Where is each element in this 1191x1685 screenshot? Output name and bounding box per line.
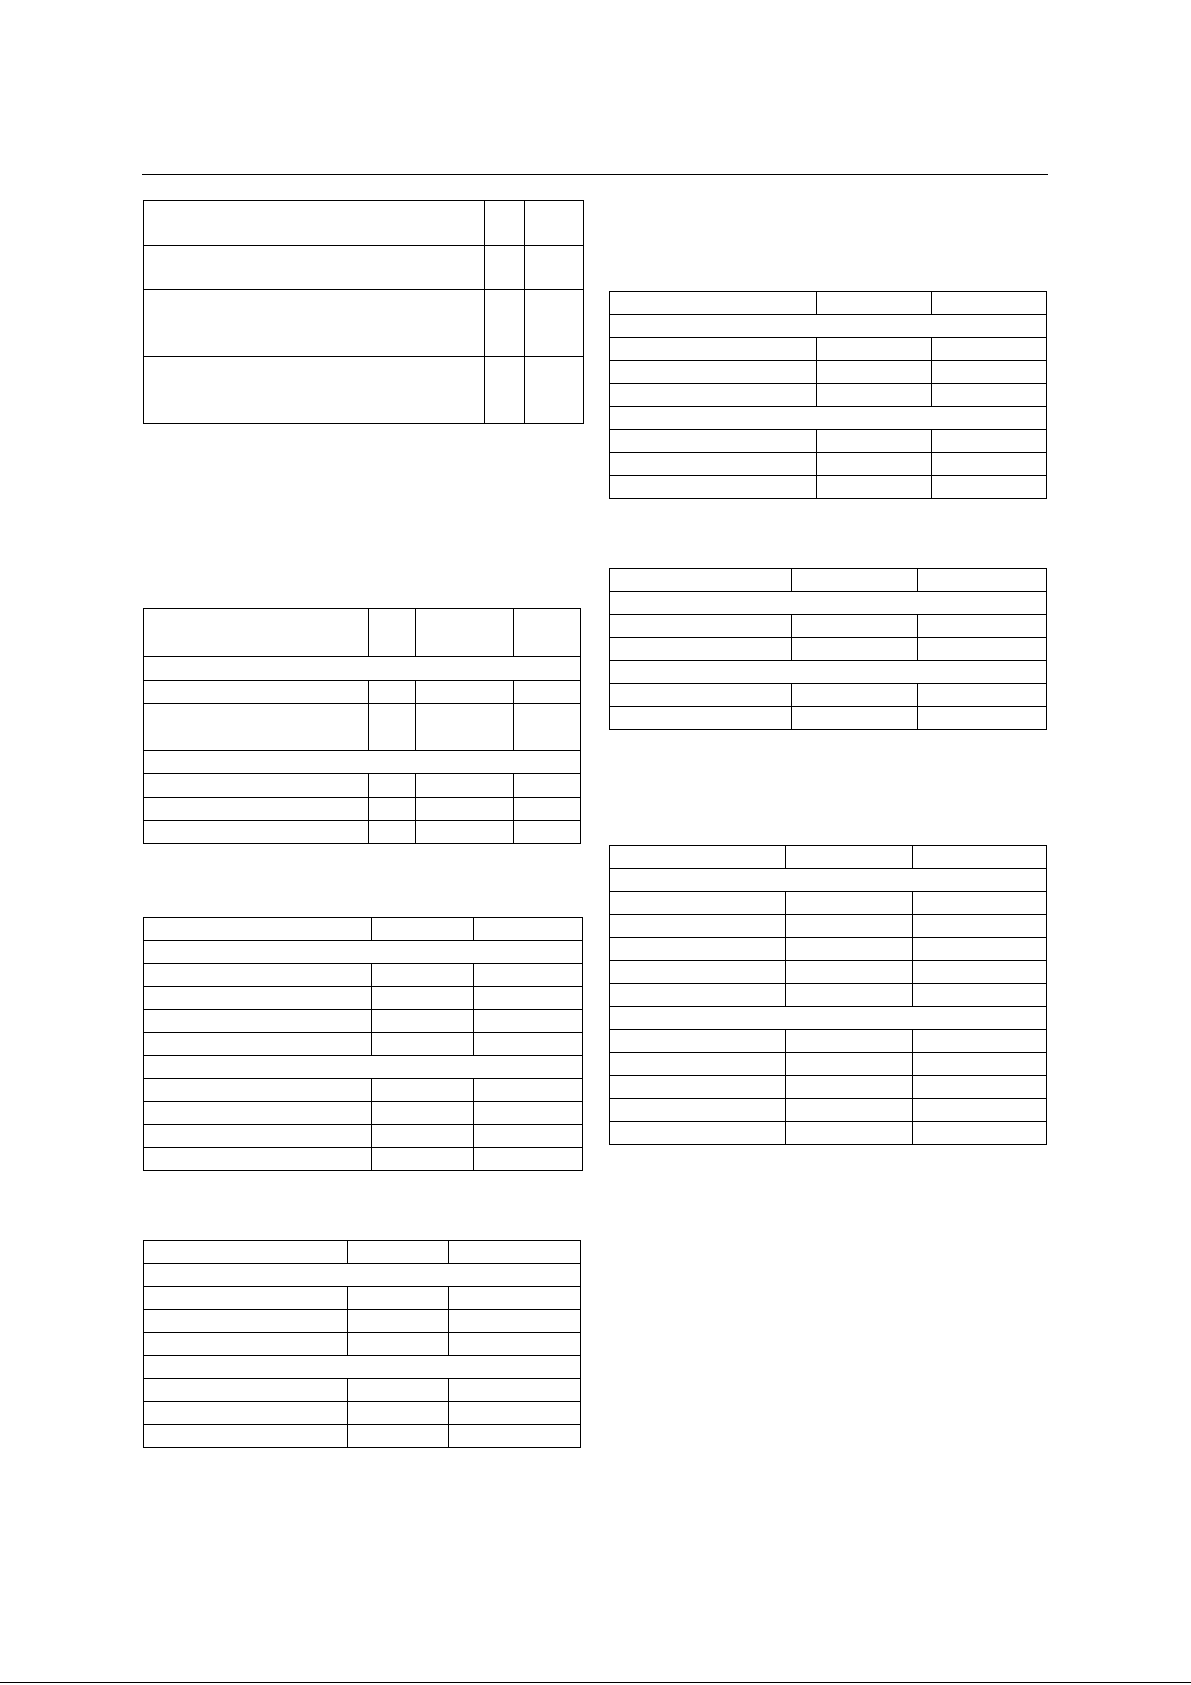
table-cell xyxy=(144,1241,348,1264)
section-row xyxy=(144,941,583,964)
table-cell xyxy=(786,1076,913,1099)
table-cell xyxy=(932,361,1047,384)
table-row xyxy=(610,1053,1047,1076)
table-cell xyxy=(817,338,932,361)
section-row xyxy=(610,592,1047,615)
section-cell xyxy=(610,869,1047,892)
table-cell xyxy=(348,1241,449,1264)
table-cell xyxy=(913,984,1047,1007)
table-cell xyxy=(786,892,913,915)
section-row xyxy=(610,407,1047,430)
table-cell xyxy=(369,821,416,844)
table-cell xyxy=(913,846,1047,869)
table-row xyxy=(610,1076,1047,1099)
table-bottom-left xyxy=(143,1240,581,1448)
table-cell xyxy=(514,774,581,798)
table-cell xyxy=(932,338,1047,361)
table-cell xyxy=(932,476,1047,499)
table-row xyxy=(610,707,1047,730)
table-top-left xyxy=(143,200,584,424)
table-cell xyxy=(610,915,786,938)
table-cell xyxy=(144,821,369,844)
table-row xyxy=(610,384,1047,407)
table-cell xyxy=(474,987,583,1010)
table-cell xyxy=(786,1030,913,1053)
footer-rule xyxy=(0,1682,1191,1683)
table-cell xyxy=(348,1287,449,1310)
table-row xyxy=(144,246,584,290)
table-cell xyxy=(372,1102,474,1125)
table-cell xyxy=(514,798,581,821)
table-cell xyxy=(786,938,913,961)
table-cell xyxy=(372,987,474,1010)
table-cell xyxy=(792,707,918,730)
table-cell xyxy=(610,638,792,661)
table-cell xyxy=(474,1079,583,1102)
table-row xyxy=(144,1102,583,1125)
table-row xyxy=(610,984,1047,1007)
table-cell xyxy=(449,1333,581,1356)
table-cell xyxy=(369,798,416,821)
table-cell xyxy=(144,704,369,751)
table-row xyxy=(610,1122,1047,1145)
table-cell xyxy=(369,704,416,751)
table-cell xyxy=(792,615,918,638)
table-row xyxy=(144,774,581,798)
table-row xyxy=(144,1333,581,1356)
header-rule xyxy=(142,174,1048,175)
table-cell xyxy=(610,1030,786,1053)
table-cell xyxy=(416,704,514,751)
table-cell xyxy=(913,915,1047,938)
table-row xyxy=(610,338,1047,361)
table-row xyxy=(144,821,581,844)
table-cell xyxy=(792,638,918,661)
table-cell xyxy=(610,292,817,315)
table-row xyxy=(610,292,1047,315)
table-cell xyxy=(610,430,817,453)
table-cell xyxy=(786,1122,913,1145)
section-cell xyxy=(610,592,1047,615)
table-cell xyxy=(474,964,583,987)
table-row xyxy=(144,357,584,424)
table-cell xyxy=(372,918,474,941)
table-cell xyxy=(610,984,786,1007)
table-cell xyxy=(372,1033,474,1056)
table-cell xyxy=(485,246,525,290)
table-cell xyxy=(372,1148,474,1171)
table-cell xyxy=(449,1287,581,1310)
section-row xyxy=(144,1356,581,1379)
table-cell xyxy=(144,774,369,798)
table-cell xyxy=(610,1122,786,1145)
section-row xyxy=(610,661,1047,684)
table-cell xyxy=(416,798,514,821)
table-cell xyxy=(144,246,485,290)
table-cell xyxy=(610,615,792,638)
section-row xyxy=(610,869,1047,892)
table-cell xyxy=(348,1310,449,1333)
table-row xyxy=(144,681,581,704)
table-cell xyxy=(786,984,913,1007)
table-cell xyxy=(817,292,932,315)
section-cell xyxy=(144,1056,583,1079)
table-cell xyxy=(918,569,1047,592)
table-cell xyxy=(144,290,485,357)
table-cell xyxy=(610,361,817,384)
section-cell xyxy=(610,661,1047,684)
table-cell xyxy=(918,638,1047,661)
table-cell xyxy=(932,430,1047,453)
table-cell xyxy=(144,1148,372,1171)
table-lower-left xyxy=(143,917,583,1171)
table-cell xyxy=(817,453,932,476)
table-cell xyxy=(932,292,1047,315)
table-cell xyxy=(913,1053,1047,1076)
table-cell xyxy=(416,774,514,798)
table-cell xyxy=(348,1402,449,1425)
table-cell xyxy=(144,1310,348,1333)
section-cell xyxy=(144,941,583,964)
table-row xyxy=(144,201,584,246)
table-cell xyxy=(913,892,1047,915)
table-cell xyxy=(144,1287,348,1310)
table-row xyxy=(610,361,1047,384)
section-cell xyxy=(610,315,1047,338)
table-row xyxy=(144,1425,581,1448)
table-cell xyxy=(918,615,1047,638)
table-mid-right xyxy=(609,568,1047,730)
table-cell xyxy=(144,1379,348,1402)
table-row xyxy=(610,638,1047,661)
section-row xyxy=(144,657,581,681)
table-cell xyxy=(913,961,1047,984)
table-cell xyxy=(416,609,514,657)
table-row xyxy=(610,961,1047,984)
table-cell xyxy=(416,821,514,844)
table-mid-left xyxy=(143,608,581,844)
table-cell xyxy=(918,707,1047,730)
table-row xyxy=(144,1148,583,1171)
table-cell xyxy=(525,357,584,424)
table-row xyxy=(144,918,583,941)
table-row xyxy=(610,915,1047,938)
table-cell xyxy=(144,357,485,424)
table-cell xyxy=(918,684,1047,707)
table-cell xyxy=(474,918,583,941)
table-row xyxy=(610,938,1047,961)
section-cell xyxy=(144,1356,581,1379)
table-row xyxy=(610,892,1047,915)
table-bottom-right xyxy=(609,845,1047,1145)
table-cell xyxy=(369,774,416,798)
section-row xyxy=(610,315,1047,338)
table-row xyxy=(144,1033,583,1056)
table-cell xyxy=(786,915,913,938)
table-cell xyxy=(449,1402,581,1425)
table-cell xyxy=(610,684,792,707)
table-cell xyxy=(144,201,485,246)
table-row xyxy=(610,476,1047,499)
table-cell xyxy=(485,201,525,246)
section-cell xyxy=(144,1264,581,1287)
table-cell xyxy=(348,1425,449,1448)
table-row xyxy=(144,1287,581,1310)
table-row xyxy=(144,1079,583,1102)
table-row xyxy=(144,1310,581,1333)
table-row xyxy=(144,609,581,657)
table-cell xyxy=(913,1076,1047,1099)
table-row xyxy=(144,1402,581,1425)
table-cell xyxy=(610,569,792,592)
table-cell xyxy=(610,961,786,984)
table-cell xyxy=(144,1333,348,1356)
table-cell xyxy=(474,1125,583,1148)
table-cell xyxy=(144,1079,372,1102)
table-cell xyxy=(369,609,416,657)
table-row xyxy=(610,453,1047,476)
table-cell xyxy=(449,1310,581,1333)
table-cell xyxy=(372,1010,474,1033)
table-row xyxy=(144,1379,581,1402)
table-cell xyxy=(610,1099,786,1122)
table-row xyxy=(144,1010,583,1033)
table-cell xyxy=(372,964,474,987)
table-cell xyxy=(610,707,792,730)
table-row xyxy=(610,846,1047,869)
table-cell xyxy=(514,704,581,751)
table-cell xyxy=(449,1241,581,1264)
table-cell xyxy=(474,1010,583,1033)
table-cell xyxy=(348,1379,449,1402)
table-row xyxy=(610,1099,1047,1122)
table-row xyxy=(144,290,584,357)
table-cell xyxy=(525,290,584,357)
table-cell xyxy=(610,1053,786,1076)
table-cell xyxy=(610,476,817,499)
table-cell xyxy=(514,821,581,844)
table-cell xyxy=(514,609,581,657)
table-cell xyxy=(817,384,932,407)
section-row xyxy=(610,1007,1047,1030)
table-top-right xyxy=(609,291,1047,499)
table-cell xyxy=(913,1099,1047,1122)
section-cell xyxy=(144,751,581,774)
table-cell xyxy=(913,1122,1047,1145)
table-row xyxy=(610,684,1047,707)
table-cell xyxy=(817,430,932,453)
table-row xyxy=(144,1125,583,1148)
table-cell xyxy=(610,384,817,407)
table-cell xyxy=(144,1125,372,1148)
table-row xyxy=(144,1241,581,1264)
table-cell xyxy=(792,684,918,707)
table-cell xyxy=(610,938,786,961)
table-row xyxy=(144,798,581,821)
table-row xyxy=(610,430,1047,453)
table-cell xyxy=(525,201,584,246)
table-cell xyxy=(817,361,932,384)
table-cell xyxy=(913,1030,1047,1053)
table-cell xyxy=(786,1099,913,1122)
table-cell xyxy=(144,918,372,941)
table-cell xyxy=(610,453,817,476)
table-cell xyxy=(786,961,913,984)
table-cell xyxy=(932,384,1047,407)
section-row xyxy=(144,1264,581,1287)
table-row xyxy=(144,987,583,1010)
table-cell xyxy=(144,1102,372,1125)
table-cell xyxy=(348,1333,449,1356)
table-cell xyxy=(786,846,913,869)
table-cell xyxy=(610,892,786,915)
table-row xyxy=(144,704,581,751)
table-cell xyxy=(792,569,918,592)
table-cell xyxy=(514,681,581,704)
section-cell xyxy=(610,407,1047,430)
table-cell xyxy=(932,453,1047,476)
table-cell xyxy=(786,1053,913,1076)
table-cell xyxy=(144,681,369,704)
table-row xyxy=(610,1030,1047,1053)
table-cell xyxy=(144,987,372,1010)
table-cell xyxy=(485,290,525,357)
table-cell xyxy=(525,246,584,290)
table-cell xyxy=(144,964,372,987)
table-cell xyxy=(144,798,369,821)
table-row xyxy=(144,964,583,987)
table-cell xyxy=(144,609,369,657)
table-cell xyxy=(144,1402,348,1425)
section-cell xyxy=(144,657,581,681)
table-cell xyxy=(474,1148,583,1171)
table-cell xyxy=(485,357,525,424)
section-row xyxy=(144,751,581,774)
table-cell xyxy=(610,338,817,361)
table-cell xyxy=(913,938,1047,961)
table-cell xyxy=(144,1010,372,1033)
table-cell xyxy=(144,1425,348,1448)
table-cell xyxy=(474,1102,583,1125)
section-cell xyxy=(610,1007,1047,1030)
table-row xyxy=(610,615,1047,638)
section-row xyxy=(144,1056,583,1079)
table-cell xyxy=(144,1033,372,1056)
table-cell xyxy=(474,1033,583,1056)
table-row xyxy=(610,569,1047,592)
table-cell xyxy=(610,846,786,869)
table-cell xyxy=(817,476,932,499)
table-cell xyxy=(372,1125,474,1148)
table-cell xyxy=(416,681,514,704)
table-cell xyxy=(449,1425,581,1448)
table-cell xyxy=(610,1076,786,1099)
table-cell xyxy=(449,1379,581,1402)
table-cell xyxy=(372,1079,474,1102)
table-cell xyxy=(369,681,416,704)
